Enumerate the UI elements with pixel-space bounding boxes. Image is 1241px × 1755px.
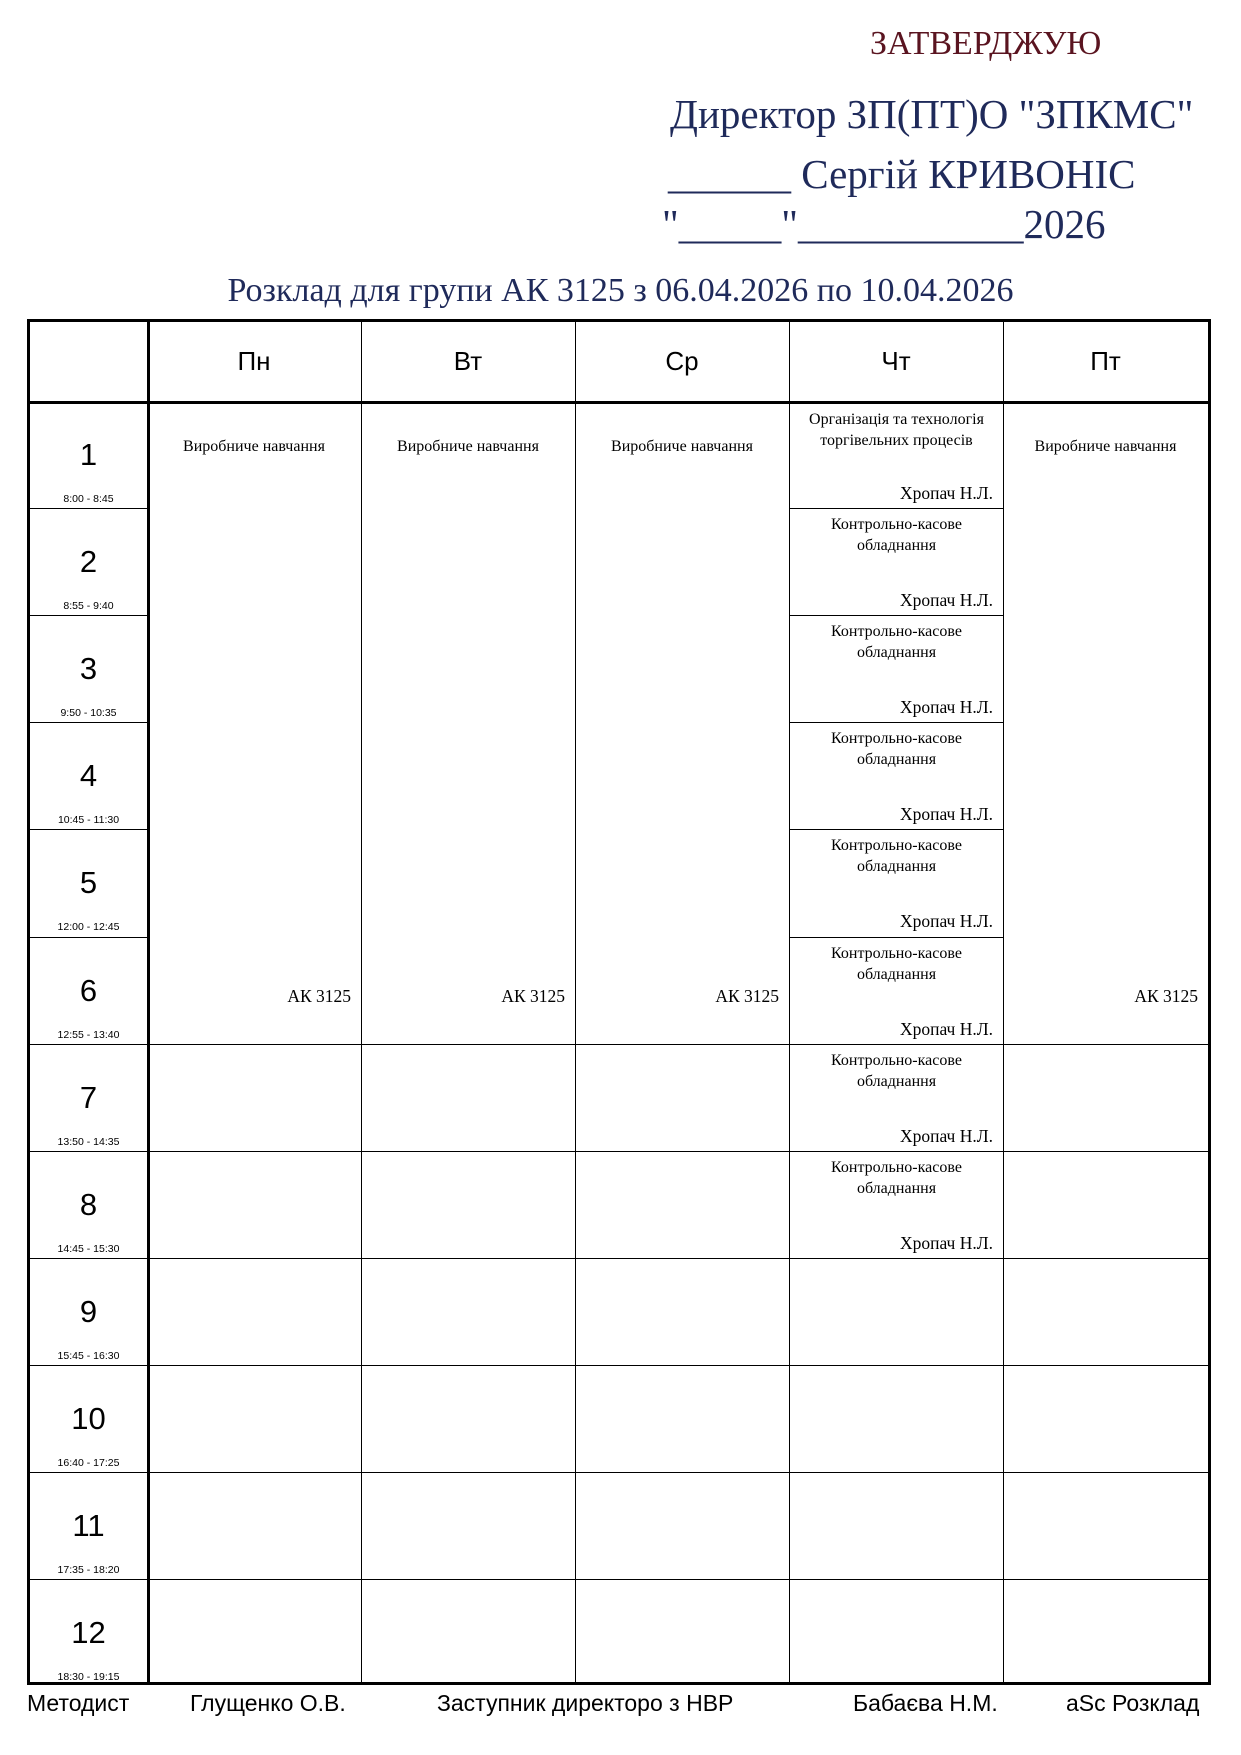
period-cell: [30, 937, 147, 1044]
day-header: Чт: [881, 346, 911, 376]
lesson-practice: [147, 404, 361, 1044]
lesson-teacher: Хропач Н.Л.: [899, 1018, 993, 1039]
row-divider: [1003, 1044, 1208, 1045]
lesson-subject: Виробниче навчання: [397, 438, 539, 455]
period-time: 18:30 - 19:15: [57, 1671, 120, 1684]
period-cell: [30, 829, 147, 936]
day-header: Пт: [1090, 346, 1121, 376]
lesson-thursday: [790, 509, 1003, 615]
lesson-practice: [361, 404, 575, 1044]
period-time: 17:35 - 18:20: [57, 1564, 120, 1576]
period-number: 11: [72, 1508, 105, 1543]
lesson-thursday: [790, 404, 1003, 508]
lesson-practice: [1003, 404, 1208, 1044]
period-cell: [30, 615, 147, 722]
period-number: 8: [79, 1186, 98, 1222]
lesson-room: АК 3125: [287, 985, 351, 1006]
lesson-thursday: [790, 1045, 1003, 1151]
period-number: 1: [79, 437, 98, 472]
row-divider: [147, 1044, 789, 1045]
period-number: 2: [79, 544, 98, 580]
period-number: 9: [79, 1293, 98, 1329]
period-time: 15:45 - 16:30: [57, 1349, 120, 1362]
period-time: 12:55 - 13:40: [57, 1028, 120, 1041]
period-number: 10: [71, 1400, 106, 1436]
row-divider: [789, 1579, 1003, 1580]
period-cell: [30, 1258, 147, 1365]
lesson-subject: Виробниче навчання: [611, 438, 753, 455]
footer-deputy-label: Заступник директоро з НВР: [437, 1690, 734, 1716]
lesson-thursday: [790, 723, 1003, 829]
period-time: 9:50 - 10:35: [60, 707, 117, 720]
lesson-thursday: [790, 938, 1003, 1044]
row-divider: [789, 1472, 1003, 1473]
footer-software: aSc Розклад: [1066, 1690, 1200, 1716]
schedule-grid: [27, 319, 1211, 1685]
lesson-teacher: Хропач Н.Л.: [899, 1232, 993, 1253]
lesson-thursday: [790, 1152, 1003, 1258]
lesson-subject: Контрольно-касове обладнання: [831, 623, 962, 662]
lesson-subject: Контрольно-касове обладнання: [831, 516, 962, 555]
lesson-practice: [575, 404, 789, 1044]
lesson-room: АК 3125: [1134, 985, 1198, 1006]
footer: [0, 1690, 1241, 1730]
row-divider: [147, 1151, 789, 1152]
row-divider: [789, 1258, 1003, 1259]
period-cell: [30, 1365, 147, 1472]
period-cell: [30, 1472, 147, 1579]
footer-deputy-name: Бабаєва Н.М.: [853, 1690, 998, 1716]
day-header: Ср: [665, 346, 699, 376]
row-divider: [1003, 1472, 1208, 1473]
period-time: 16:40 - 17:25: [57, 1456, 120, 1469]
schedule-title: Розклад для групи АК 3125 з 06.04.2026 по 10.04.2026: [227, 272, 1014, 309]
footer-methodist-label: Методист: [27, 1690, 130, 1716]
period-cell: [30, 1151, 147, 1258]
period-cell: [30, 508, 147, 615]
period-cell: [30, 722, 147, 829]
period-number: 12: [71, 1615, 106, 1651]
lesson-subject: Виробниче навчання: [183, 438, 325, 455]
lesson-teacher: Хропач Н.Л.: [899, 1125, 993, 1146]
row-divider: [147, 1258, 789, 1259]
approval-title: ЗАТВЕРДЖУЮ: [870, 25, 1102, 62]
lesson-subject: Контрольно-касове обладнання: [831, 1158, 962, 1197]
footer-methodist-name: Глущенко О.В.: [190, 1690, 346, 1716]
lesson-room: АК 3125: [501, 985, 565, 1006]
period-number: 6: [79, 972, 98, 1008]
approval-block: [0, 0, 1241, 260]
row-divider: [147, 1579, 789, 1580]
lesson-teacher: Хропач Н.Л.: [899, 590, 993, 611]
approval-date: "_____"___________2026: [662, 201, 1106, 247]
period-cell: [30, 1579, 147, 1686]
lesson-teacher: Хропач Н.Л.: [899, 483, 993, 504]
period-number: 5: [79, 865, 98, 901]
lesson-teacher: Хропач Н.Л.: [899, 911, 993, 932]
lesson-subject: Контрольно-касове обладнання: [831, 837, 962, 876]
row-divider: [147, 1472, 789, 1473]
row-divider: [789, 1365, 1003, 1366]
lesson-subject: Контрольно-касове обладнання: [831, 1051, 962, 1090]
lesson-thursday: [790, 616, 1003, 722]
period-number: 4: [79, 758, 98, 794]
lesson-subject: Контрольно-касове обладнання: [831, 730, 962, 769]
lesson-subject: Контрольно-касове обладнання: [831, 944, 962, 983]
day-header: Пн: [237, 346, 271, 376]
row-divider: [1003, 1151, 1208, 1152]
period-time: 10:45 - 11:30: [57, 814, 120, 827]
period-time: 14:45 - 15:30: [57, 1242, 120, 1255]
period-cell: [30, 401, 147, 508]
lesson-subject: Організація та технологія торгівельних процесів: [809, 411, 984, 449]
lesson-teacher: Хропач Н.Л.: [899, 697, 993, 718]
approval-director: Директор ЗП(ПТ)О "ЗПКМС": [670, 91, 1194, 137]
day-header: Вт: [453, 346, 483, 376]
approval-signature: ______ Сергій КРИВОНІС: [668, 151, 1136, 197]
row-divider: [1003, 1365, 1208, 1366]
period-time: 8:00 - 8:45: [63, 493, 114, 505]
period-cell: [30, 1044, 147, 1151]
period-time: 8:55 - 9:40: [63, 600, 114, 613]
period-number: 3: [79, 651, 98, 687]
lesson-subject: Виробниче навчання: [1034, 438, 1177, 455]
lesson-thursday: [790, 830, 1003, 936]
row-divider: [1003, 1579, 1208, 1580]
lesson-teacher: Хропач Н.Л.: [899, 804, 993, 825]
period-time: 12:00 - 12:45: [57, 921, 120, 934]
row-divider: [147, 1365, 789, 1366]
lesson-room: АК 3125: [715, 985, 779, 1006]
period-number: 7: [79, 1079, 98, 1115]
row-divider: [1003, 1258, 1208, 1259]
period-time: 13:50 - 14:35: [57, 1135, 120, 1148]
